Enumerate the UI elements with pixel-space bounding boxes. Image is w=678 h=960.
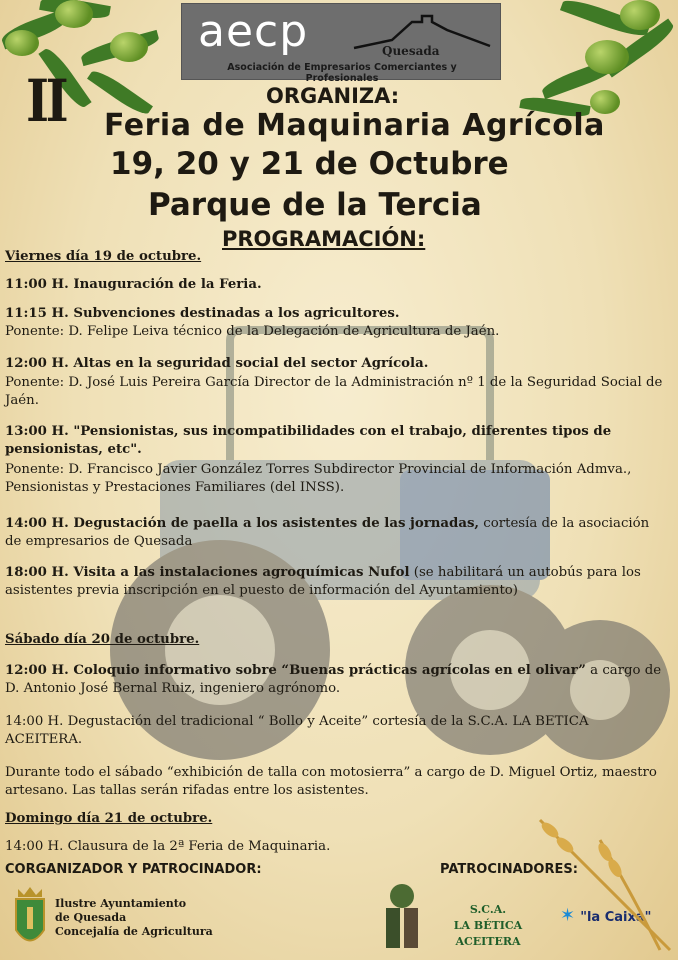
ayuntamiento-line1: Ilustre Ayuntamiento	[55, 897, 187, 910]
event-pensioners: 13:00 H. "Pensionistas, sus incompatibilidades con el trabajo, diferentes tipos de pensionistas, etc".	[5, 424, 612, 457]
star-icon: ✶	[560, 905, 576, 926]
event-colloquium-title: 12:00 H. Coloquio informativo sobre “Buenas prácticas agrícolas en el olivar”	[5, 663, 586, 678]
event-bollo-aceite: 14:00 H. Degustación del tradicional “ Bollo y Aceite” cortesía de la S.C.A. LA BETICA ACEITERA.	[5, 714, 589, 747]
ayuntamiento-line2: de Quesada	[55, 911, 127, 924]
event-closing: 14:00 H. Clausura de la 2ª Feria de Maquinaria.	[5, 839, 331, 854]
event-nufol-title: 18:00 H. Visita a las instalaciones agroquímicas Nufol	[5, 565, 410, 580]
sca-line1: S.C.A.	[469, 903, 507, 916]
event-colloquium	[5, 662, 669, 698]
sca-logo-icon	[378, 882, 426, 952]
la-caixa-text: "la Caixa"	[580, 910, 652, 925]
day-saturday: Sábado día 20 de octubre.	[5, 632, 200, 647]
logo-association: Asociación de Empresarios Comerciantes y Profesionales	[227, 62, 457, 84]
event-subsidies-speaker: Ponente: D. Felipe Leiva técnico de la Delegación de Agricultura de Jaén.	[5, 324, 500, 339]
event-paella-detail: cortesía de la asociación de empresarios de Quesada	[5, 516, 650, 549]
logo-text: aecp	[198, 6, 309, 57]
ayuntamiento-line3: Concejalía de Agricultura	[55, 925, 213, 938]
event-pensioners-speaker: Ponente: D. Francisco Javier González Torres Subdirector Provincial de Información Admva., Pensionistas y Prestaciones Familiares (del INSS).	[5, 462, 632, 495]
event-nufol-visit	[5, 564, 669, 600]
edition-number: II	[26, 67, 66, 135]
organiza-heading: ORGANIZA:	[266, 84, 400, 108]
event-colloquium-detail: a cargo de D. Antonio José Bernal Ruiz, ingeniero agrónomo.	[5, 663, 662, 696]
sca-line2: LA BÉTICA ACEITERA	[453, 919, 523, 948]
event-inauguration: 11:00 H. Inauguración de la Feria.	[5, 277, 262, 292]
event-paella	[5, 515, 669, 551]
wheat-icon	[520, 810, 678, 960]
day-friday: Viernes día 19 de octubre.	[5, 249, 202, 264]
event-subsidies: 11:15 H. Subvenciones destinadas a los agricultores.	[5, 306, 400, 321]
ayuntamiento-block	[55, 897, 213, 939]
event-social-security: 12:00 H. Altas en la seguridad social del sector Agrícola.	[5, 356, 429, 371]
logo-town: Quesada	[382, 44, 440, 58]
event-social-security-speaker: Ponente: D. José Luis Pereira García Director de la Administración nº 1 de la Seguridad Social de Jaén.	[5, 375, 663, 408]
fair-dates: 19, 20 y 21 de Octubre	[110, 146, 509, 182]
sponsors-heading: PATROCINADORES:	[440, 862, 578, 877]
event-nufol-detail: (se habilitará un autobús para los asistentes previa inscripción en el puesto de información del Ayuntamiento)	[5, 565, 641, 598]
day-sunday: Domingo día 21 de octubre.	[5, 811, 213, 826]
fair-title: Feria de Maquinaria Agrícola	[104, 108, 605, 143]
aecp-logo	[181, 3, 501, 84]
programacion-heading: PROGRAMACIÓN:	[222, 227, 426, 251]
coorganizer-heading: CORGANIZADOR Y PATROCINADOR:	[5, 862, 262, 877]
coat-of-arms-icon	[10, 885, 50, 955]
fair-place: Parque de la Tercia	[148, 187, 482, 223]
event-chainsaw: Durante todo el sábado “exhibición de talla con motosierra” a cargo de D. Miguel Ortiz, maestro artesano. Las tallas serán rifadas entre los asistentes.	[5, 765, 657, 798]
event-paella-title: 14:00 H. Degustación de paella a los asistentes de las jornadas,	[5, 516, 480, 531]
